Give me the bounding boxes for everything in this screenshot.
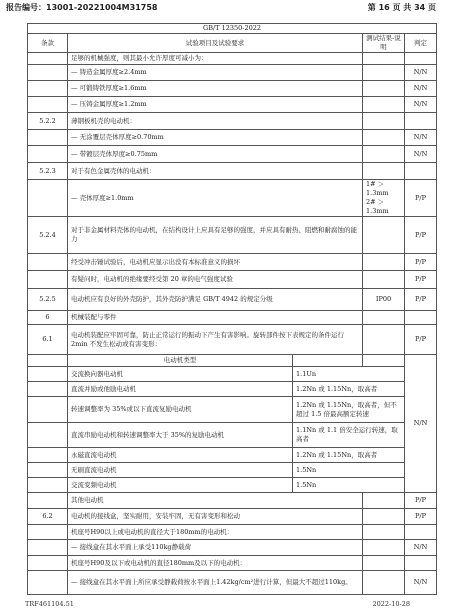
table-row: 有疑问时，电动机的绝缘要经受第 20 章的电气强度试验 P/P [28,271,437,289]
table-row: — 壳体厚度≥1.0mm 1# ＞1.3mm 2# ＞1.3mm P/P [28,180,437,217]
table-row: 交流变频电动机 1.5Nn [28,478,437,493]
table-row: — 带镀层壳体厚度≥0.75mm N/N [28,146,437,163]
col-header-verdict: 判定 [405,34,437,53]
table-row: 5.2.4 对于非金属材料壳体的电动机，在结构设计上应具有足够的强度，并应具有耐热、阻燃和耐腐蚀的能力 P/P [28,217,437,254]
table-row: 5.2.2 薄钢板机壳的电动机： [28,113,437,130]
table-row: 直流并励或他励电动机 1.2Nn 或 1.15Nn，取高者 [28,382,437,397]
table-row: 经受冲击锤试验后，电动机应显示出没有本标准意义的损坏 P/P [28,254,437,271]
table-row: 直流串励电动机和转速调整率大于 35%的复励电动机 1.1Nn 或 1.1 倍安全运行转速，取高者 [28,423,437,448]
table-row: 交流换向器电动机 1.1Un [28,367,437,382]
table-row: — 接线盒在其水平面上所应承受静载荷按水平面上1.42kg/cm²进行计算，但最大不超过110kg。 N/N [28,571,437,595]
table-row: 无刷直流电动机 1.5Nn [28,463,437,478]
table-row: 5.2.3 对于有色金属壳体的电动机： [28,163,437,180]
table-row: — 可锻铸铁厚度≥1.6mm N/N [28,81,437,97]
table-row: 5.2.5 电动机应有良好的外壳防护，其外壳防护满足 GB/T 4942 的规定分级 IP00 P/P [28,289,437,311]
table-row: 6.2 电动机的接线盒，坚实耐用，安装牢固，无有害变形和松动 P/P [28,509,437,525]
table-row: 6.1 电动机装配应牢固可靠，防止正常运行的振动下产生有害影响。旋转部件按下表规定的条件运行 2min 不发生松动或有害变形： P/P [28,325,437,355]
table-row: — 压铸金属厚度≥1.2mm N/N [28,97,437,113]
col-header-item: 试验项目及试验要求 [68,34,363,53]
table-row: 永磁直流电动机 1.2Nn 或 1.15Nn，取高者 [28,448,437,463]
page-number: 第 16 页 共 34 页 [367,3,436,12]
footer-form-id: TRF461104.51 [25,600,74,608]
col-header-clause: 条款 [28,34,68,53]
footer-date: 2022-10-28 [372,600,410,608]
table-row: 6 机械装配与零件 [28,311,437,325]
col-header-result: 测试结果-说明 [363,34,405,53]
report-number: 报告编号：13001-20221004M31758 [6,3,158,12]
table-row: 机座号H90及以下或电动机的直径180mm及以下的电动机： [28,556,437,571]
table-row: — 铸造金属厚度≥2.4mm N/N [28,65,437,81]
table-row: 转速调整率为 35%或以下直流复励电动机 1.2Nn 或 1.15Nn，取高者，但不超过 1.5 倍最高额定转速 [28,397,437,423]
table-row: 足够的机械强度，则其最小允许厚度可减小为： [28,53,437,65]
table-row: — 接线盒在其水平面上承受110kg静载荷 N/N [28,540,437,556]
table-row: 其他电动机 P/P [28,493,437,509]
table-row: — 无涂覆层壳体厚度≥0.70mm N/N [28,130,437,146]
table-row: 电动机类型 N/N [28,355,437,367]
table-row: 机座号H90以上或电动机的直径大于180mm的电动机： [28,525,437,540]
test-results-table [27,23,437,595]
standard-header: GB/T 12350-2022 [28,24,437,34]
